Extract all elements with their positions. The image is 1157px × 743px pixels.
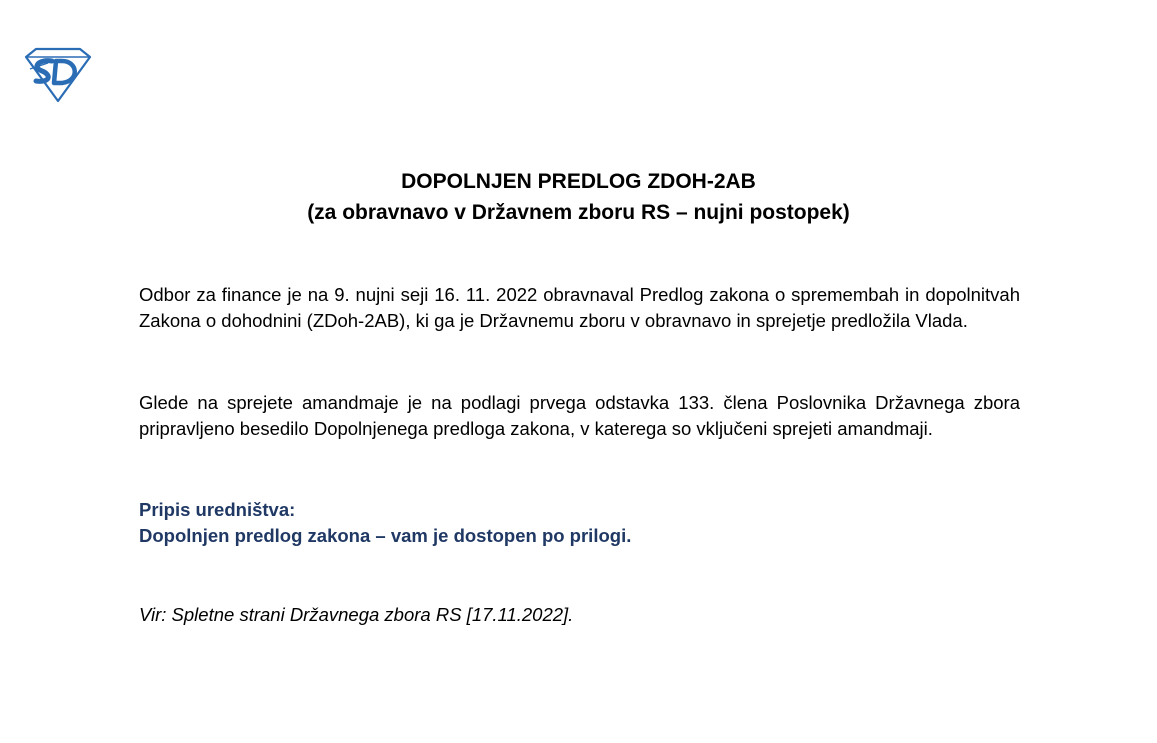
title-line-2: (za obravnavo v Državnem zboru RS – nujni postopek) — [307, 201, 850, 224]
editorial-note — [139, 497, 1020, 549]
paragraph-committee-review: Odbor za finance je na 9. nujni seji 16. 11. 2022 obravnaval Predlog zakona o spremembah in dopolnitvah Zakona o dohodnini (ZDoh-2AB), ki ga je Državnemu zboru v obravnavo in sprejetje predložila Vlada. — [139, 284, 1020, 331]
document-title — [0, 166, 1157, 228]
source-citation: Vir: Spletne strani Državnega zbora RS [17.11.2022]. — [139, 604, 574, 625]
editorial-note-text: Dopolnjen predlog zakona – vam je dostopen po prilogi. — [139, 525, 632, 546]
paragraph-amendments: Glede na sprejete amandmaje je na podlagi prvega odstavka 133. člena Poslovnika Državnega zbora pripravljeno besedilo Dopolnjenega predloga zakona, v katerega so vključeni sprejeti amandmaji. — [139, 392, 1020, 439]
title-line-1: DOPOLNJEN PREDLOG ZDOH-2AB — [401, 170, 756, 193]
sd-logo-icon — [22, 47, 94, 103]
editorial-note-heading: Pripis uredništva: — [139, 499, 296, 520]
